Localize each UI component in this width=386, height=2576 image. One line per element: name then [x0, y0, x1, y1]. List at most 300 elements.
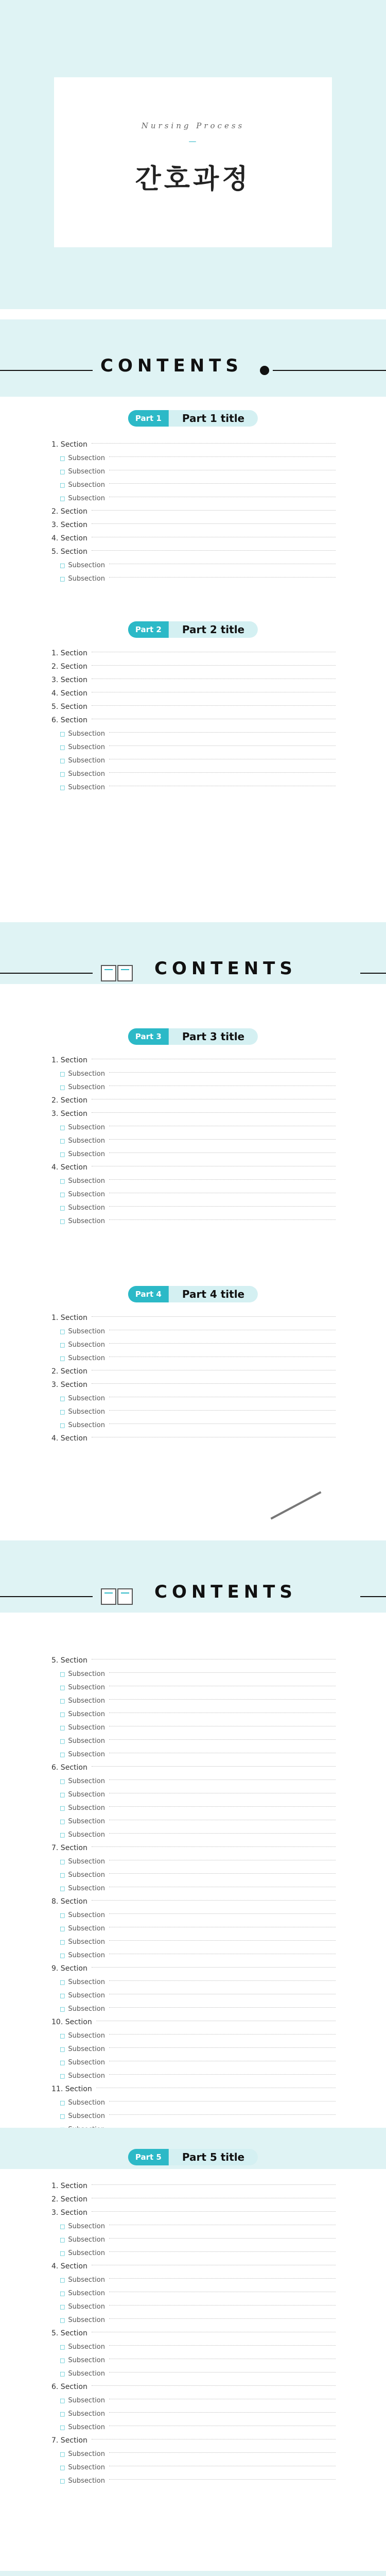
chapter-title: Part 3 title	[169, 1028, 258, 1045]
toc-subentry-title: □ Subsection	[68, 1123, 105, 1131]
toc-subentry[interactable]	[51, 2002, 340, 2015]
toc-subentry[interactable]	[51, 2300, 340, 2313]
toc-subentry-title: □ Subsection	[68, 1817, 105, 1825]
toc-subentry[interactable]	[51, 2447, 340, 2461]
dot-leader	[109, 1699, 336, 1700]
toc-subentry-title: □ Subsection	[68, 2276, 105, 2284]
toc-entry[interactable]	[51, 700, 340, 714]
toc-subentry[interactable]	[51, 1774, 340, 1788]
toc-subentry-title: □ Subsection	[68, 467, 105, 476]
toc-subentry-title: □ Subsection	[68, 454, 105, 462]
toc-subentry[interactable]	[51, 2056, 340, 2069]
contents-heading: CONTENTS	[154, 958, 297, 979]
toc-subentry-title: □ Subsection	[68, 1951, 105, 1959]
toc-subentry[interactable]	[51, 2340, 340, 2353]
dot-leader	[92, 443, 336, 444]
toc-subentry[interactable]	[51, 572, 340, 585]
dot-leader	[109, 2034, 336, 2035]
heading-rule	[360, 973, 386, 974]
dot-leader	[109, 1410, 336, 1411]
toc-subentry[interactable]	[51, 2407, 340, 2420]
toc-subentry[interactable]	[51, 451, 340, 465]
dot-leader	[109, 2345, 336, 2346]
dot-leader	[109, 1806, 336, 1807]
dot-leader	[109, 2007, 336, 2008]
toc-subentry[interactable]	[51, 2273, 340, 2286]
toc-entry[interactable]	[51, 505, 340, 518]
toc-subentry[interactable]	[51, 1975, 340, 1989]
toc-subentry[interactable]	[51, 1868, 340, 1882]
toc-subentry[interactable]	[51, 1392, 340, 1405]
toc-subentry[interactable]	[51, 1667, 340, 1681]
toc-entry[interactable]	[51, 518, 340, 532]
toc-subentry[interactable]	[51, 1405, 340, 1418]
toc-subentry-title: □ Subsection	[68, 2410, 105, 2418]
dot-leader	[109, 456, 336, 457]
toc-subentry[interactable]	[51, 1067, 340, 1080]
toc-list	[51, 2179, 340, 2487]
toc-entry[interactable]	[51, 1962, 340, 1975]
toc-entry-title: 8. Section	[51, 1897, 87, 1906]
chapter-number: Part 3	[128, 1028, 169, 1045]
toc-subentry-title: □ Subsection	[68, 1177, 105, 1185]
toc-subentry[interactable]	[51, 558, 340, 572]
toc-entry[interactable]	[51, 1761, 340, 1774]
toc-subentry[interactable]	[51, 2042, 340, 2056]
chapter-title: Part 2 title	[169, 621, 258, 638]
toc-entry[interactable]	[51, 1054, 340, 1067]
dot-leader	[109, 577, 336, 578]
dot-leader	[109, 745, 336, 746]
dot-leader	[109, 1940, 336, 1941]
dot-leader	[109, 1072, 336, 1073]
toc-entry-title: 4. Section	[51, 534, 87, 543]
toc-subentry-title: □ Subsection	[68, 2072, 105, 2080]
contents-header	[0, 355, 386, 386]
toc-subentry[interactable]	[51, 478, 340, 492]
dot-leader	[92, 1316, 336, 1317]
toc-entry[interactable]	[51, 1365, 340, 1378]
dot-leader	[109, 2251, 336, 2252]
toc-subentry-title: □ Subsection	[68, 1683, 105, 1691]
chapter-number: Part 5	[128, 2149, 169, 2165]
heading-dot	[260, 366, 269, 375]
toc-subentry-title: □ Subsection	[68, 1150, 105, 1158]
toc-subentry[interactable]	[51, 2109, 340, 2123]
dot-leader	[92, 1967, 336, 1968]
toc-subentry[interactable]	[51, 1121, 340, 1134]
contents-heading: CONTENTS	[100, 355, 243, 376]
toc-subentry-title: □ Subsection	[68, 1083, 105, 1091]
dot-leader	[109, 1833, 336, 1834]
toc-subentry[interactable]	[51, 1828, 340, 1841]
toc-subentry-title: □ Subsection	[68, 1408, 105, 1416]
dot-leader	[109, 1206, 336, 1207]
toc-entry-title: 5. Section	[51, 1656, 87, 1665]
dot-leader	[109, 1423, 336, 1424]
toc-subentry-title: □ Subsection	[68, 2235, 105, 2244]
dot-leader	[92, 550, 336, 551]
toc-subentry-title: □ Subsection	[68, 2112, 105, 2120]
toc-subentry[interactable]	[51, 2394, 340, 2407]
chapter-number: Part 1	[128, 410, 169, 427]
toc-entry-title: 4. Section	[51, 1163, 87, 1172]
toc-subentry[interactable]	[51, 2367, 340, 2380]
dot-leader	[92, 523, 336, 524]
toc-subentry[interactable]	[51, 1801, 340, 1815]
dot-leader	[109, 1672, 336, 1673]
toc-entry[interactable]	[51, 2380, 340, 2394]
toc-entry-title: 2. Section	[51, 663, 87, 671]
chapter-label	[128, 407, 258, 430]
toc-subentry[interactable]	[51, 767, 340, 781]
toc-subentry[interactable]	[51, 2069, 340, 2082]
toc-subentry[interactable]	[51, 465, 340, 478]
dot-leader	[109, 1179, 336, 1180]
dot-leader	[92, 2184, 336, 2185]
toc-entry[interactable]	[51, 1094, 340, 1107]
toc-entry-title: 3. Section	[51, 1110, 87, 1118]
dot-leader	[109, 2101, 336, 2102]
toc-subentry[interactable]	[51, 2461, 340, 2474]
toc-entry-title: 2. Section	[51, 2195, 87, 2204]
dot-leader	[92, 665, 336, 666]
toc-subentry[interactable]	[51, 1080, 340, 1094]
dot-leader	[109, 772, 336, 773]
dot-leader	[92, 1112, 336, 1113]
toc-subentry-title: □ Subsection	[68, 1670, 105, 1678]
toc-subentry-title: □ Subsection	[68, 2396, 105, 2404]
toc-subentry[interactable]	[51, 1908, 340, 1922]
toc-subentry-title: □ Subsection	[68, 1421, 105, 1429]
toc-subentry-title: □ Subsection	[68, 2343, 105, 2351]
dot-leader	[109, 2452, 336, 2453]
toc-subentry[interactable]	[51, 1882, 340, 1895]
toc-subentry[interactable]	[51, 1948, 340, 1962]
toc-subentry[interactable]	[51, 1338, 340, 1351]
toc-entry[interactable]	[51, 647, 340, 660]
toc-subentry-title: □ Subsection	[68, 481, 105, 489]
chapter-number: Part 2	[128, 621, 169, 638]
toc-entry[interactable]	[51, 2015, 340, 2029]
chapter-title: Part 5 title	[169, 2149, 258, 2165]
dot-leader	[109, 2305, 336, 2306]
heading-rule	[0, 973, 93, 974]
toc-entry-title: 7. Section	[51, 1844, 87, 1852]
toc-subentry[interactable]	[51, 1201, 340, 1214]
toc-entry-title: 5. Section	[51, 2329, 87, 2337]
dot-leader	[109, 2479, 336, 2480]
dot-leader	[109, 1139, 336, 1140]
toc-list	[51, 647, 340, 794]
dot-leader	[109, 1913, 336, 1914]
toc-entry[interactable]	[51, 2434, 340, 2447]
toc-entry-title: 3. Section	[51, 676, 87, 684]
toc-subentry[interactable]	[51, 781, 340, 794]
chapter-label	[128, 1025, 258, 1048]
toc-subentry-title: □ Subsection	[68, 1697, 105, 1705]
dot-leader	[92, 510, 336, 511]
toc-subentry[interactable]	[51, 1681, 340, 1694]
toc-entry[interactable]	[51, 2327, 340, 2340]
toc-subentry[interactable]	[51, 2029, 340, 2042]
toc-subentry[interactable]	[51, 2474, 340, 2487]
heading-rule	[0, 1596, 93, 1597]
toc-subentry-title: □ Subsection	[68, 1190, 105, 1198]
toc-entry[interactable]	[51, 1161, 340, 1174]
toc-subentry[interactable]	[51, 1788, 340, 1801]
toc-subentry-title: □ Subsection	[68, 1204, 105, 1212]
toc-subentry-title: □ Subsection	[68, 1354, 105, 1362]
toc-subentry-title: □ Subsection	[68, 1394, 105, 1402]
toc-entry[interactable]	[51, 1895, 340, 1908]
dot-leader	[92, 705, 336, 706]
toc-entry-title: 2. Section	[51, 1096, 87, 1105]
toc-subentry[interactable]	[51, 1351, 340, 1365]
toc-subentry[interactable]	[51, 2353, 340, 2367]
toc-subentry[interactable]	[51, 2233, 340, 2246]
toc-entry[interactable]	[51, 532, 340, 545]
toc-entry-title: 1. Section	[51, 649, 87, 657]
toc-subentry-title: □ Subsection	[68, 1341, 105, 1349]
contents-heading: CONTENTS	[154, 1582, 297, 1602]
cover-hero	[0, 0, 386, 309]
cover-card	[54, 77, 332, 247]
toc-entry-title: 6. Section	[51, 1764, 87, 1772]
toc-entry-title: 5. Section	[51, 548, 87, 556]
toc-list	[51, 1311, 340, 1445]
toc-subentry-title: □ Subsection	[68, 770, 105, 778]
toc-entry[interactable]	[51, 673, 340, 687]
toc-list	[51, 1654, 340, 2136]
chapter-number: Part 4	[128, 1286, 169, 1302]
chapter-label	[128, 618, 258, 641]
toc-entry[interactable]	[51, 2193, 340, 2206]
toc-subentry-title: □ Subsection	[68, 1710, 105, 1718]
dot-leader	[109, 1219, 336, 1220]
toc-subentry-title: □ Subsection	[68, 2222, 105, 2230]
toc-subentry-title: □ Subsection	[68, 1911, 105, 1919]
heading-rule	[360, 1596, 386, 1597]
toc-entry[interactable]	[51, 2082, 340, 2096]
toc-subentry[interactable]	[51, 1815, 340, 1828]
dot-leader	[109, 2047, 336, 2048]
toc-subentry[interactable]	[51, 492, 340, 505]
toc-subentry-title: □ Subsection	[68, 1924, 105, 1933]
toc-subentry[interactable]	[51, 1748, 340, 1761]
toc-subentry-title: □ Subsection	[68, 2463, 105, 2471]
dot-leader	[109, 2278, 336, 2279]
cover-tagline: —	[188, 137, 198, 146]
toc-entry-title: 10. Section	[51, 2018, 92, 2026]
book-icon	[100, 1586, 133, 1606]
toc-subentry[interactable]	[51, 2286, 340, 2300]
toc-subentry-title: □ Subsection	[68, 1831, 105, 1839]
toc-entry[interactable]	[51, 660, 340, 673]
toc-subentry[interactable]	[51, 1935, 340, 1948]
toc-subentry-title: □ Subsection	[68, 2423, 105, 2431]
toc-entry[interactable]	[51, 1841, 340, 1855]
toc-entry-title: 6. Section	[51, 2383, 87, 2391]
toc-subentry-title: □ Subsection	[68, 2302, 105, 2311]
toc-entry-title: 7. Section	[51, 2436, 87, 2445]
toc-subentry[interactable]	[51, 1325, 340, 1338]
toc-subentry[interactable]	[51, 1707, 340, 1721]
dot-leader	[109, 1343, 336, 1344]
toc-subentry[interactable]	[51, 2313, 340, 2327]
toc-subentry[interactable]	[51, 2246, 340, 2260]
dot-leader	[92, 2385, 336, 2386]
section-band	[0, 2571, 386, 2576]
toc-subentry-title: □ Subsection	[68, 2289, 105, 2297]
toc-entry-title: 4. Section	[51, 1434, 87, 1443]
toc-entry-title: 2. Section	[51, 507, 87, 516]
toc-subentry[interactable]	[51, 740, 340, 754]
toc-entry-title: 4. Section	[51, 689, 87, 698]
dot-leader	[92, 1383, 336, 1384]
toc-subentry-title: □ Subsection	[68, 2005, 105, 2013]
toc-entry[interactable]	[51, 1107, 340, 1121]
toc-subentry-title: □ Subsection	[68, 1217, 105, 1225]
toc-subentry[interactable]	[51, 1418, 340, 1432]
dot-leader	[109, 2318, 336, 2319]
toc-subentry-title: □ Subsection	[68, 2058, 105, 2066]
toc-subentry[interactable]	[51, 1134, 340, 1147]
book-title: 간호과정	[135, 164, 251, 195]
toc-entry-title: 1. Section	[51, 1314, 87, 1322]
toc-entry-title: 1. Section	[51, 2182, 87, 2190]
chapter-label	[128, 2146, 258, 2168]
pen-illustration	[270, 1491, 321, 1519]
toc-subentry[interactable]	[51, 1188, 340, 1201]
chapter-title: Part 4 title	[169, 1286, 258, 1302]
toc-subentry[interactable]	[51, 1147, 340, 1161]
dot-leader	[109, 2114, 336, 2115]
toc-subentry-title: □ Subsection	[68, 1991, 105, 1999]
toc-subentry[interactable]	[51, 1989, 340, 2002]
toc-entry[interactable]	[51, 545, 340, 558]
toc-subentry-title: □ Subsection	[68, 1871, 105, 1879]
dot-leader	[92, 2211, 336, 2212]
toc-entry-title: 1. Section	[51, 1056, 87, 1064]
toc-subentry-title: □ Subsection	[68, 2316, 105, 2324]
toc-subentry-title: □ Subsection	[68, 1938, 105, 1946]
toc-entry[interactable]	[51, 1378, 340, 1392]
dot-leader	[109, 1873, 336, 1874]
toc-subentry[interactable]	[51, 1694, 340, 1707]
book-icon	[100, 962, 133, 983]
toc-subentry-title: □ Subsection	[68, 1777, 105, 1785]
toc-list	[51, 1054, 340, 1228]
dot-leader	[109, 1980, 336, 1981]
toc-subentry-title: □ Subsection	[68, 783, 105, 791]
toc-subentry-title: □ Subsection	[68, 1070, 105, 1078]
toc-subentry[interactable]	[51, 1734, 340, 1748]
toc-subentry-title: □ Subsection	[68, 1857, 105, 1866]
toc-entry[interactable]	[51, 438, 340, 451]
toc-subentry[interactable]	[51, 1214, 340, 1228]
toc-subentry-title: □ Subsection	[68, 2045, 105, 2053]
toc-subentry-title: □ Subsection	[68, 730, 105, 738]
toc-entry-title: 1. Section	[51, 440, 87, 449]
toc-entry[interactable]	[51, 1654, 340, 1667]
toc-subentry-title: □ Subsection	[68, 2249, 105, 2257]
toc-subentry-title: □ Subsection	[68, 2450, 105, 2458]
toc-subentry-title: □ Subsection	[68, 743, 105, 751]
toc-subentry[interactable]	[51, 2420, 340, 2434]
series-name: Nursing Process	[141, 121, 245, 130]
heading-rule	[273, 370, 386, 371]
dot-leader	[92, 1766, 336, 1767]
dot-leader	[109, 732, 336, 733]
dot-leader	[109, 2074, 336, 2075]
toc-subentry[interactable]	[51, 1721, 340, 1734]
toc-subentry-title: □ Subsection	[68, 1737, 105, 1745]
toc-entry-title: 5. Section	[51, 703, 87, 711]
chapter-title: Part 1 title	[169, 410, 258, 427]
toc-subentry[interactable]	[51, 1174, 340, 1188]
dot-leader	[109, 483, 336, 484]
toc-subentry[interactable]	[51, 2096, 340, 2109]
toc-subentry[interactable]	[51, 2219, 340, 2233]
dot-leader	[109, 2412, 336, 2413]
toc-entry-title: 6. Section	[51, 716, 87, 724]
toc-entry-title: 9. Section	[51, 1964, 87, 1973]
dot-leader	[109, 2238, 336, 2239]
toc-subentry-title: □ Subsection	[68, 2477, 105, 2485]
toc-subentry-title: □ Subsection	[68, 1804, 105, 1812]
toc-entry-title: 11. Section	[51, 2085, 92, 2093]
toc-subentry-title: □ Subsection	[68, 561, 105, 569]
toc-subentry-title: □ Subsection	[68, 1978, 105, 1986]
heading-rule	[0, 370, 93, 371]
dot-leader	[92, 1846, 336, 1847]
toc-entry[interactable]	[51, 2179, 340, 2193]
toc-subentry[interactable]	[51, 754, 340, 767]
toc-subentry-title: □ Subsection	[68, 2098, 105, 2107]
toc-subentry-title: □ Subsection	[68, 1327, 105, 1335]
chapter-label	[128, 1283, 258, 1306]
toc-subentry-title: □ Subsection	[68, 1790, 105, 1799]
toc-subentry-title: □ Subsection	[68, 1723, 105, 1732]
toc-subentry-title: □ Subsection	[68, 1137, 105, 1145]
toc-entry[interactable]	[51, 2260, 340, 2273]
toc-subentry-title: □ Subsection	[68, 1884, 105, 1892]
contents-header	[0, 1582, 386, 1613]
toc-entry[interactable]	[51, 687, 340, 700]
toc-entry-title: 4. Section	[51, 2262, 87, 2270]
toc-entry[interactable]	[51, 1432, 340, 1445]
toc-subentry[interactable]	[51, 1855, 340, 1868]
toc-entry-title: 3. Section	[51, 521, 87, 529]
toc-subentry[interactable]	[51, 727, 340, 740]
toc-subentry-title: □ Subsection	[68, 2031, 105, 2040]
toc-list	[51, 438, 340, 585]
toc-subentry-title: □ Subsection	[68, 574, 105, 583]
toc-subentry[interactable]	[51, 1922, 340, 1935]
toc-entry-title: 2. Section	[51, 1367, 87, 1376]
toc-entry[interactable]	[51, 2206, 340, 2219]
toc-entry-title: 3. Section	[51, 1381, 87, 1389]
toc-entry[interactable]	[51, 714, 340, 727]
toc-subentry-title: □ Subsection	[68, 2356, 105, 2364]
dot-leader	[92, 1900, 336, 1901]
toc-subentry-title: □ Subsection	[68, 1750, 105, 1758]
toc-subentry-title: □ Subsection	[68, 494, 105, 502]
toc-subentry-title: □ Subsection	[68, 756, 105, 765]
toc-entry-title: 3. Section	[51, 2209, 87, 2217]
toc-entry[interactable]	[51, 1311, 340, 1325]
